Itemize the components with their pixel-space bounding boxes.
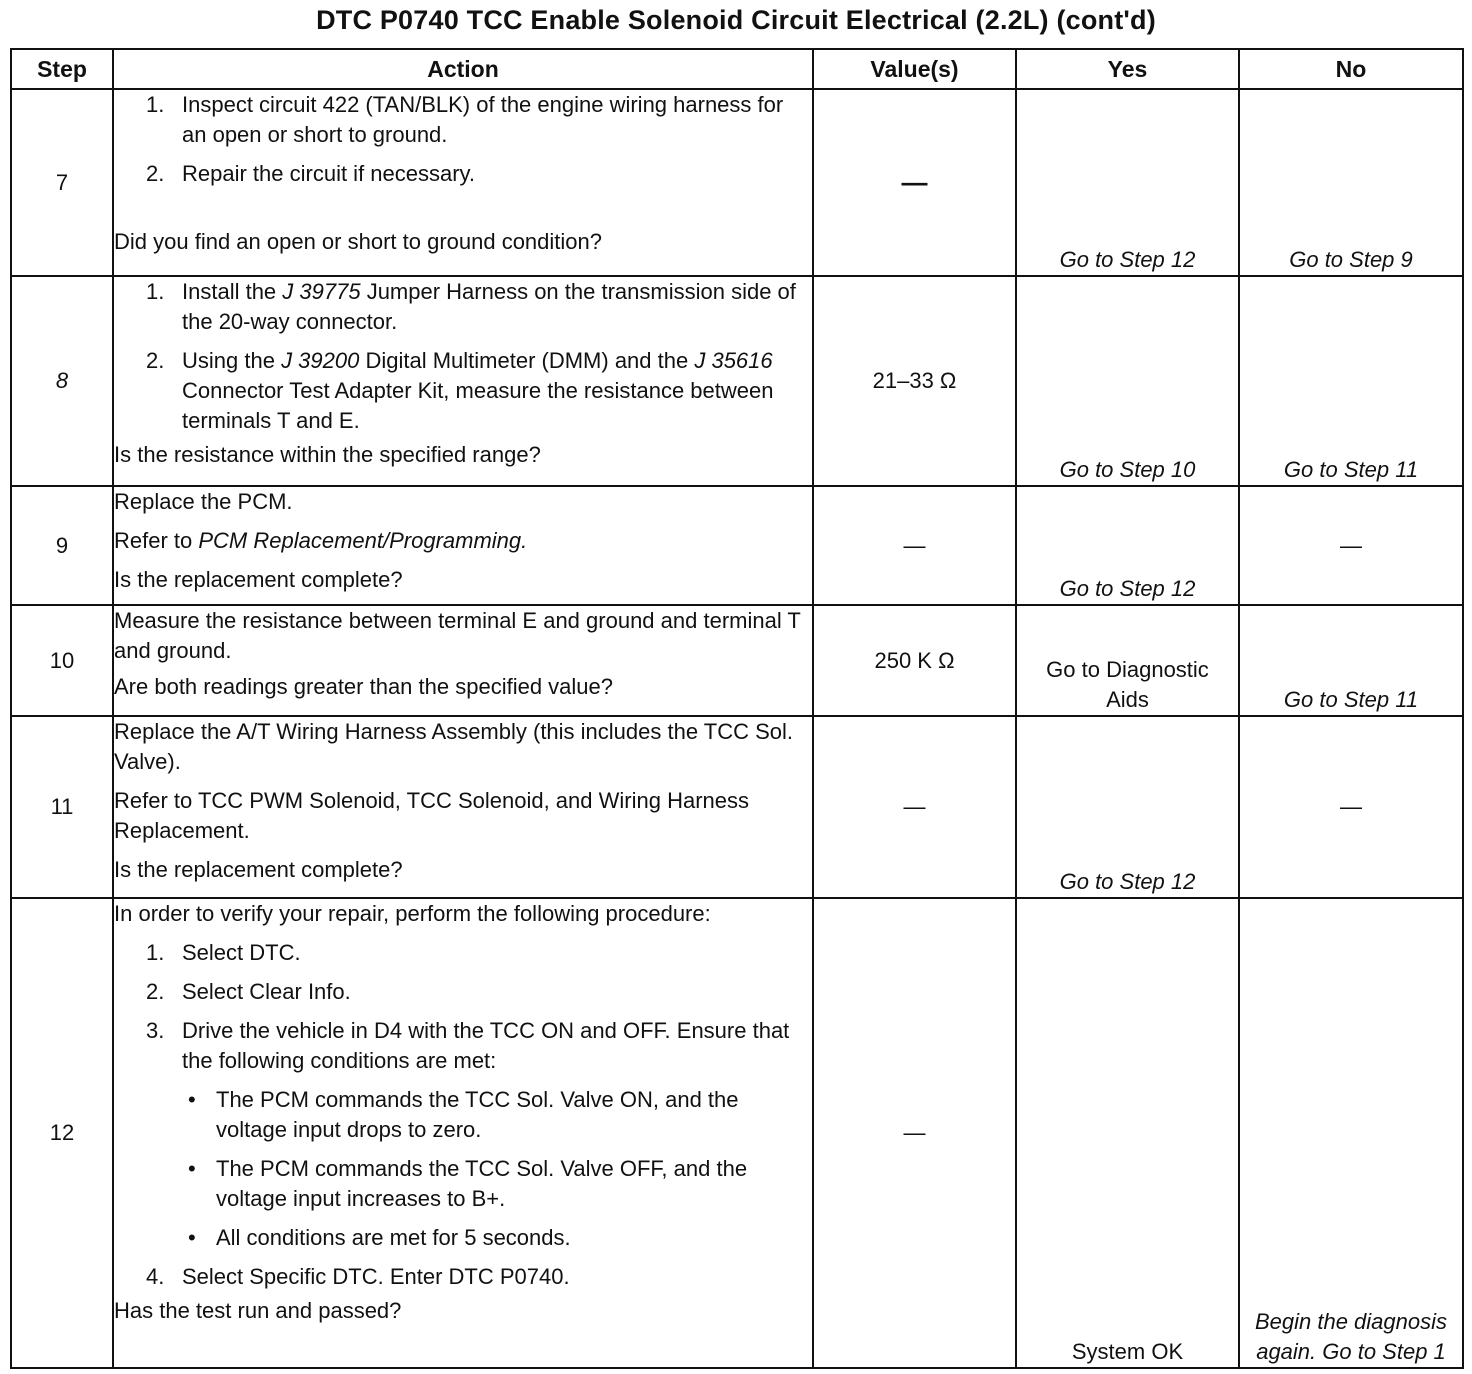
header-action: Action [113, 49, 813, 89]
bullet-icon: • [188, 1087, 196, 1112]
value-cell: — [813, 898, 1016, 1368]
refer-prefix: Refer to [114, 528, 199, 553]
question-text: Is the resistance within the specified range? [114, 442, 541, 467]
step-number: 11 [11, 716, 113, 898]
no-cell [1239, 716, 1463, 898]
table-row-step-10 [11, 605, 1463, 716]
tool-number: J 39200 [281, 348, 360, 373]
table-row-step-11 [11, 716, 1463, 898]
action-cell [113, 276, 813, 486]
yes-answer: System OK [1071, 1339, 1184, 1364]
value-cell: — [813, 89, 1016, 276]
yes-answer: Go to Step 12 [1059, 247, 1196, 272]
yes-answer: Go to Step 12 [1059, 869, 1196, 894]
no-answer: — [1340, 532, 1362, 558]
bullet-icon: • [188, 1225, 196, 1250]
numbered-item [114, 1016, 812, 1076]
question-text: Did you find an open or short to ground condition? [114, 229, 602, 254]
intro-text: In order to verify your repair, perform the following procedure: [114, 901, 711, 926]
tool-number: J 35616 [694, 348, 773, 373]
numbered-item [114, 977, 812, 1007]
header-step: Step [11, 49, 113, 89]
item-number: 1. [146, 279, 165, 304]
bullet-text: All conditions are met for 5 seconds. [216, 1225, 571, 1250]
yes-cell [1016, 716, 1239, 898]
no-cell [1239, 89, 1463, 276]
step-number: 7 [11, 89, 113, 276]
action-text: Replace the A/T Wiring Harness Assembly (this includes the TCC Sol. Valve). [114, 719, 794, 774]
bullet-item [114, 1223, 812, 1253]
item-text: Install the [182, 279, 283, 304]
no-answer: Begin the diagnosis again. Go to Step 1 [1254, 1309, 1448, 1364]
value-cell: — [813, 486, 1016, 605]
item-text: Digital Multimeter (DMM) and the [359, 348, 695, 373]
item-text: Select DTC. [182, 940, 301, 965]
item-text: Select Clear Info. [182, 979, 351, 1004]
refer-line: Refer to TCC PWM Solenoid, TCC Solenoid, and Wiring Harness Replacement. [114, 788, 749, 843]
no-answer: Go to Step 9 [1289, 247, 1413, 272]
question-text: Has the test run and passed? [114, 1298, 402, 1323]
item-number: 2. [146, 161, 165, 186]
value-cell: 21–33 Ω [813, 276, 1016, 486]
action-cell [113, 716, 813, 898]
yes-answer: Go to Step 12 [1059, 576, 1196, 601]
no-cell [1239, 898, 1463, 1368]
value-cell: — [813, 716, 1016, 898]
action-text: Replace the PCM. [114, 489, 293, 514]
yes-cell [1016, 89, 1239, 276]
no-cell [1239, 486, 1463, 605]
refer-line [114, 526, 812, 556]
action-cell [113, 898, 813, 1368]
action-text: Measure the resistance between terminal E and ground and terminal T and ground. [114, 608, 801, 663]
item-number: 3. [146, 1018, 165, 1043]
question-text: Is the replacement complete? [114, 567, 403, 592]
yes-answer: Go to Step 10 [1059, 457, 1196, 482]
numbered-item [114, 938, 812, 968]
item-text: Repair the circuit if necessary. [182, 161, 476, 186]
step-number: 8 [11, 276, 113, 486]
item-number: 1. [146, 92, 165, 117]
value-cell: 250 K Ω [813, 605, 1016, 716]
numbered-item [114, 1262, 812, 1292]
table-row-step-12 [11, 898, 1463, 1368]
yes-cell [1016, 276, 1239, 486]
item-number: 1. [146, 940, 165, 965]
yes-answer: Go to Diagnostic Aids [1046, 657, 1209, 712]
item-number: 4. [146, 1264, 165, 1289]
no-answer: Go to Step 11 [1283, 457, 1419, 482]
step-number: 9 [11, 486, 113, 605]
header-no: No [1239, 49, 1463, 89]
diagnostic-table [10, 48, 1464, 1369]
no-answer: Go to Step 11 [1283, 687, 1419, 712]
bullet-item [114, 1085, 812, 1145]
yes-cell [1016, 898, 1239, 1368]
page-title: DTC P0740 TCC Enable Solenoid Circuit Electrical (2.2L) (cont'd) [316, 5, 1156, 35]
numbered-item [114, 90, 812, 150]
item-number: 2. [146, 348, 165, 373]
numbered-item [114, 346, 812, 436]
action-cell [113, 89, 813, 276]
table-row-step-8 [11, 276, 1463, 486]
item-number: 2. [146, 979, 165, 1004]
no-answer: — [1340, 794, 1362, 819]
table-row-step-7 [11, 89, 1463, 276]
numbered-item [114, 277, 812, 337]
table-row-step-9 [11, 486, 1463, 605]
bullet-text: The PCM commands the TCC Sol. Valve ON, and the voltage input drops to zero. [216, 1087, 739, 1142]
item-text: Inspect circuit 422 (TAN/BLK) of the engine wiring harness for an open or short to ground. [182, 92, 784, 147]
item-text: Using the [182, 348, 282, 373]
bullet-item [114, 1154, 812, 1214]
no-cell [1239, 276, 1463, 486]
step-number: 10 [11, 605, 113, 716]
header-yes: Yes [1016, 49, 1239, 89]
refer-link: PCM Replacement/Programming. [198, 528, 528, 553]
bullet-text: The PCM commands the TCC Sol. Valve OFF, and the voltage input increases to B+. [216, 1156, 748, 1211]
numbered-item [114, 159, 812, 189]
tool-number: J 39775 [282, 279, 361, 304]
no-cell [1239, 605, 1463, 716]
action-cell [113, 486, 813, 605]
item-text: Select Specific DTC. Enter DTC P0740. [182, 1264, 570, 1289]
bullet-icon: • [188, 1156, 196, 1181]
table-header-row [11, 49, 1463, 89]
item-text: Jumper Harness on the transmission side of the 20-way connector. [182, 279, 796, 334]
question-text: Is the replacement complete? [114, 857, 403, 882]
yes-cell [1016, 486, 1239, 605]
question-text: Are both readings greater than the specified value? [114, 674, 613, 699]
action-cell [113, 605, 813, 716]
step-number: 12 [11, 898, 113, 1368]
header-values: Value(s) [813, 49, 1016, 89]
yes-cell [1016, 605, 1239, 716]
item-text: Drive the vehicle in D4 with the TCC ON and OFF. Ensure that the following conditions are met: [182, 1018, 790, 1073]
item-text: Connector Test Adapter Kit, measure the resistance between terminals T and E. [182, 378, 774, 433]
